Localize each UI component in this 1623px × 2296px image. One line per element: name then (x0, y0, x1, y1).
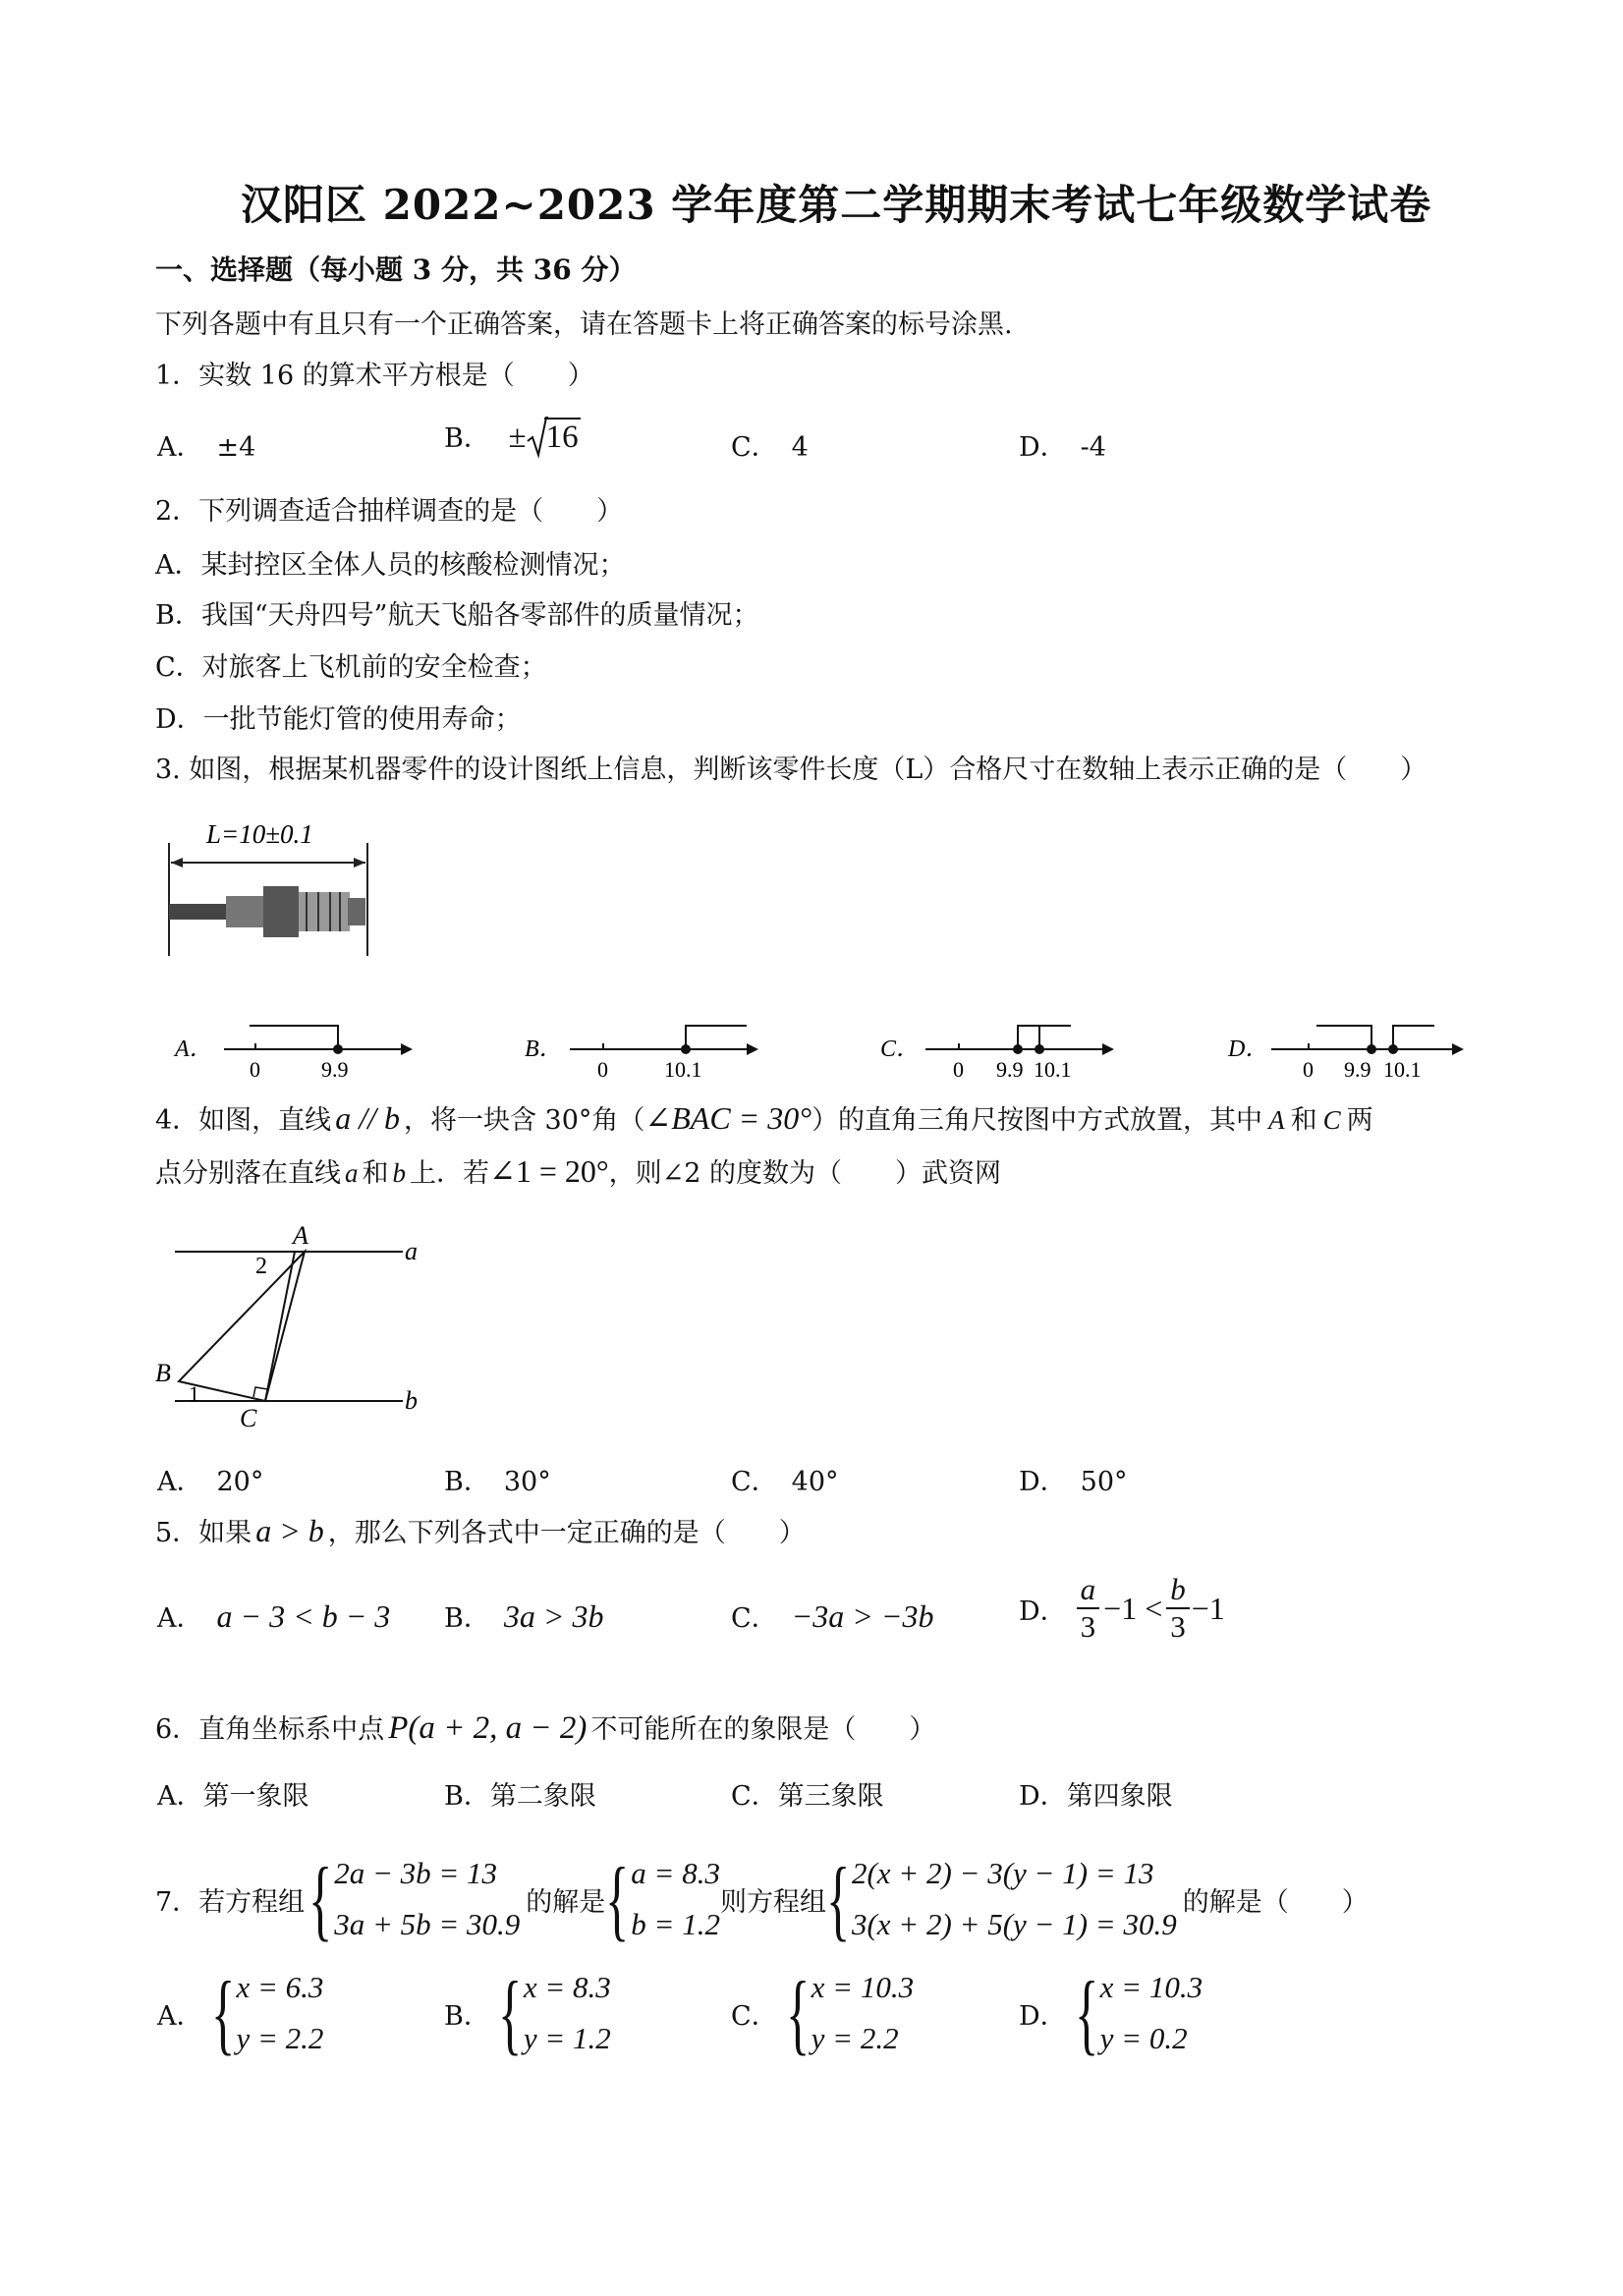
option-label: C． (731, 2000, 778, 2032)
option-label: D． (1019, 2000, 1067, 2032)
option-value: 40° (791, 1467, 839, 1497)
math-var: A (1268, 1105, 1285, 1135)
q6-option-b: B．第二象限 (444, 1781, 596, 1812)
triangle (179, 1252, 305, 1401)
q4-stem-line2 (155, 1151, 1001, 1190)
spark-plug-wire (169, 904, 228, 920)
label-A: A (293, 1221, 308, 1250)
q1-stem: 1．实数 16 的算术平方根是（ ） (155, 361, 594, 391)
q3-stem: 3. 如图，根据某机器零件的设计图纸上信息，判断该零件长度（L）合格尺寸在数轴上表示正确的是（ ） (155, 755, 1427, 785)
q4-option-d (1019, 1460, 1128, 1498)
sqrt-symbol-icon (527, 416, 548, 459)
option-label: A． (157, 1603, 203, 1634)
text: 7．若方程组 (155, 1886, 306, 1918)
tick-label: 10.1 (664, 1057, 702, 1081)
math-var: b (392, 1158, 406, 1188)
tick-label: 9.9 (1344, 1057, 1371, 1081)
option-value: −3a > −3b (791, 1598, 934, 1634)
equation: 2a − 3b = 13 (334, 1856, 498, 1890)
q5-option-a (157, 1596, 390, 1635)
denominator: 3 (1166, 1607, 1190, 1645)
option-label: B． (444, 423, 490, 454)
solution-1 (631, 1848, 720, 1950)
equation: x = 8.3 (523, 1970, 611, 2004)
tick-label: 0 (953, 1057, 964, 1081)
q3-option-a (173, 1026, 413, 1081)
equation: b = 1.2 (631, 1907, 720, 1941)
q7-stem (155, 1847, 1369, 1951)
math-angle: ∠BAC = 30° (644, 1100, 812, 1136)
system-1 (334, 1848, 520, 1950)
spark-plug-nut (263, 886, 299, 937)
label-2: 2 (255, 1254, 267, 1279)
math-var: C (1322, 1105, 1341, 1135)
system-2 (852, 1848, 1177, 1950)
q4-option-a (157, 1460, 263, 1498)
fraction-b-over-3 (1166, 1572, 1190, 1645)
tick-label: 0 (597, 1057, 608, 1081)
q2-option-a: A．某封控区全体人员的核酸检测情况； (155, 550, 626, 581)
option-label: B． (444, 1603, 490, 1634)
option-label: A． (175, 1036, 213, 1062)
text: 的解是（ ） (1182, 1886, 1369, 1918)
q7-option-a (157, 1961, 323, 2065)
sqrt-expression (527, 420, 581, 456)
math-inequality: a > b (255, 1513, 324, 1548)
math-angle: ∠1 = 20° (489, 1153, 609, 1189)
option-label: C． (731, 1467, 778, 1497)
label-a: a (405, 1237, 418, 1265)
q4-option-c (731, 1460, 839, 1498)
text: ，将一块含 30°角（ (403, 1105, 645, 1136)
option-label: B． (525, 1036, 563, 1062)
text: 5．如果 (155, 1518, 252, 1548)
text: 点分别落在直线 (155, 1158, 341, 1189)
q6-option-c: C．第三象限 (731, 1781, 884, 1812)
equation: 2(x + 2) − 3(y − 1) = 13 (851, 1856, 1154, 1890)
q1-option-c (731, 425, 809, 464)
left-brace-icon: { (785, 1963, 810, 2063)
math-text: −1 < (1103, 1590, 1163, 1626)
option-label: D． (1019, 432, 1067, 463)
text: 上．若 (410, 1158, 489, 1189)
label-1: 1 (189, 1381, 199, 1406)
option-label: D． (1019, 1467, 1067, 1497)
option-value: 3a > 3b (503, 1598, 604, 1634)
text: 和 (1290, 1105, 1317, 1136)
q6-stem (155, 1708, 935, 1747)
q6-option-d: D．第四象限 (1019, 1781, 1173, 1812)
section-instruction: 下列各题中有且只有一个正确答案，请在答题卡上将正确答案的标号涂黑. (155, 309, 1013, 340)
math-text: −1 (1191, 1590, 1225, 1626)
math-parallel: a // b (335, 1100, 400, 1136)
label-B: B (155, 1359, 171, 1387)
q6-option-a: A．第一象限 (157, 1781, 309, 1812)
option-label: B． (444, 1467, 490, 1497)
q7-option-d (1019, 1961, 1203, 2065)
text: ，那么下列各式中一定正确的是（ ） (327, 1518, 806, 1548)
q2-option-d: D．一批节能灯管的使用寿命； (155, 704, 522, 735)
text: 6．直角坐标系中点 (155, 1714, 385, 1745)
q5-option-c (731, 1596, 933, 1635)
option-label: C． (880, 1036, 921, 1062)
q2-stem: 2．下列调查适合抽样调查的是（ ） (155, 496, 624, 527)
q3-option-c (880, 1026, 1114, 1081)
tick-label: 0 (250, 1057, 260, 1081)
numerator: b (1170, 1572, 1186, 1606)
option-label: A． (157, 2000, 203, 2032)
q4-triangle-figure (147, 1218, 442, 1434)
left-brace-icon: { (308, 1849, 333, 1949)
text: 4．如图，直线 (155, 1105, 332, 1136)
left-brace-icon: { (210, 1963, 235, 2063)
equation: 3(x + 2) + 5(y − 1) = 30.9 (851, 1907, 1177, 1941)
option-value: 4 (791, 432, 809, 463)
option-value: 30° (503, 1467, 551, 1497)
tick-label: 0 (1303, 1057, 1314, 1081)
q4-stem-line1 (155, 1098, 1373, 1137)
q2-option-b: B．我国“天舟四号”航天飞船各零部件的质量情况； (155, 600, 759, 631)
tick-label: 10.1 (1034, 1057, 1072, 1081)
equation: 3a + 5b = 30.9 (334, 1907, 521, 1941)
plus-minus: ± (508, 420, 527, 455)
option-label: D． (1019, 1596, 1067, 1627)
denominator: 3 (1077, 1607, 1100, 1645)
option-value: 50° (1080, 1467, 1128, 1497)
equation: y = 1.2 (523, 2021, 611, 2055)
q3-option-b (525, 1026, 758, 1081)
label-b: b (405, 1386, 418, 1415)
label-C: C (240, 1404, 257, 1432)
q3-number-lines (167, 1012, 1483, 1081)
option-label: D． (1228, 1036, 1269, 1062)
equation: y = 2.2 (236, 2021, 324, 2055)
text: 的解是 (526, 1886, 606, 1918)
text: 则方程组 (719, 1886, 826, 1918)
text: 和 (362, 1158, 389, 1189)
spark-plug-figure (165, 813, 376, 956)
q7-option-c (731, 1961, 914, 2065)
tick-label: 10.1 (1383, 1057, 1422, 1081)
text: 不可能所在的象限是（ ） (590, 1714, 936, 1745)
tick-label: 9.9 (996, 1057, 1024, 1081)
option-label: A． (157, 432, 203, 463)
numerator: a (1080, 1572, 1096, 1606)
q1-option-a (157, 425, 255, 464)
radicand: 16 (545, 420, 579, 455)
tick-label: 9.9 (321, 1057, 349, 1081)
q1-option-d (1019, 425, 1106, 464)
left-brace-icon: { (1074, 1963, 1098, 2063)
q3-option-d (1227, 1026, 1464, 1081)
option-value: 20° (216, 1467, 264, 1497)
math-var: a (345, 1158, 359, 1188)
text: 两 (1346, 1105, 1373, 1136)
option-value: a − 3 < b − 3 (216, 1598, 391, 1634)
option-label: C． (731, 1603, 778, 1634)
option-label: A． (157, 1467, 203, 1497)
option-label: C． (731, 432, 778, 463)
equation: x = 10.3 (811, 1970, 915, 2004)
left-brace-icon: { (497, 1963, 523, 2063)
q4-option-b (444, 1460, 551, 1498)
math-point: P(a + 2, a − 2) (388, 1710, 588, 1746)
q5-option-d (1019, 1572, 1225, 1645)
equation: x = 6.3 (236, 1970, 324, 2004)
exam-title: 汉阳区 2022~2023 学年度第二学期期末考试七年级数学试卷 (241, 181, 1432, 229)
left-brace-icon: { (825, 1849, 851, 1949)
option-label: B． (444, 2000, 490, 2032)
equation: x = 10.3 (1099, 1970, 1203, 2004)
tolerance-label: L=10±0.1 (206, 819, 313, 849)
equation: a = 8.3 (631, 1856, 720, 1890)
fraction-a-over-3 (1077, 1572, 1100, 1645)
text: ，则∠2 的度数为（ ）武资网 (608, 1158, 1002, 1189)
equation: y = 2.2 (811, 2021, 899, 2055)
option-value: ±4 (216, 432, 256, 463)
option-value: -4 (1080, 432, 1106, 463)
q5-option-b (444, 1596, 603, 1635)
q7-option-b (444, 1961, 611, 2065)
q1-option-b (444, 417, 581, 456)
left-brace-icon: { (605, 1849, 630, 1949)
text: ）的直角三角尺按图中方式放置，其中 (812, 1105, 1263, 1136)
q2-option-c: C．对旅客上飞机前的安全检查； (155, 652, 547, 683)
q5-stem (155, 1511, 806, 1549)
equation: y = 0.2 (1099, 2021, 1188, 2055)
section-heading: 一、选择题（每小题 3 分，共 36 分） (155, 253, 637, 286)
